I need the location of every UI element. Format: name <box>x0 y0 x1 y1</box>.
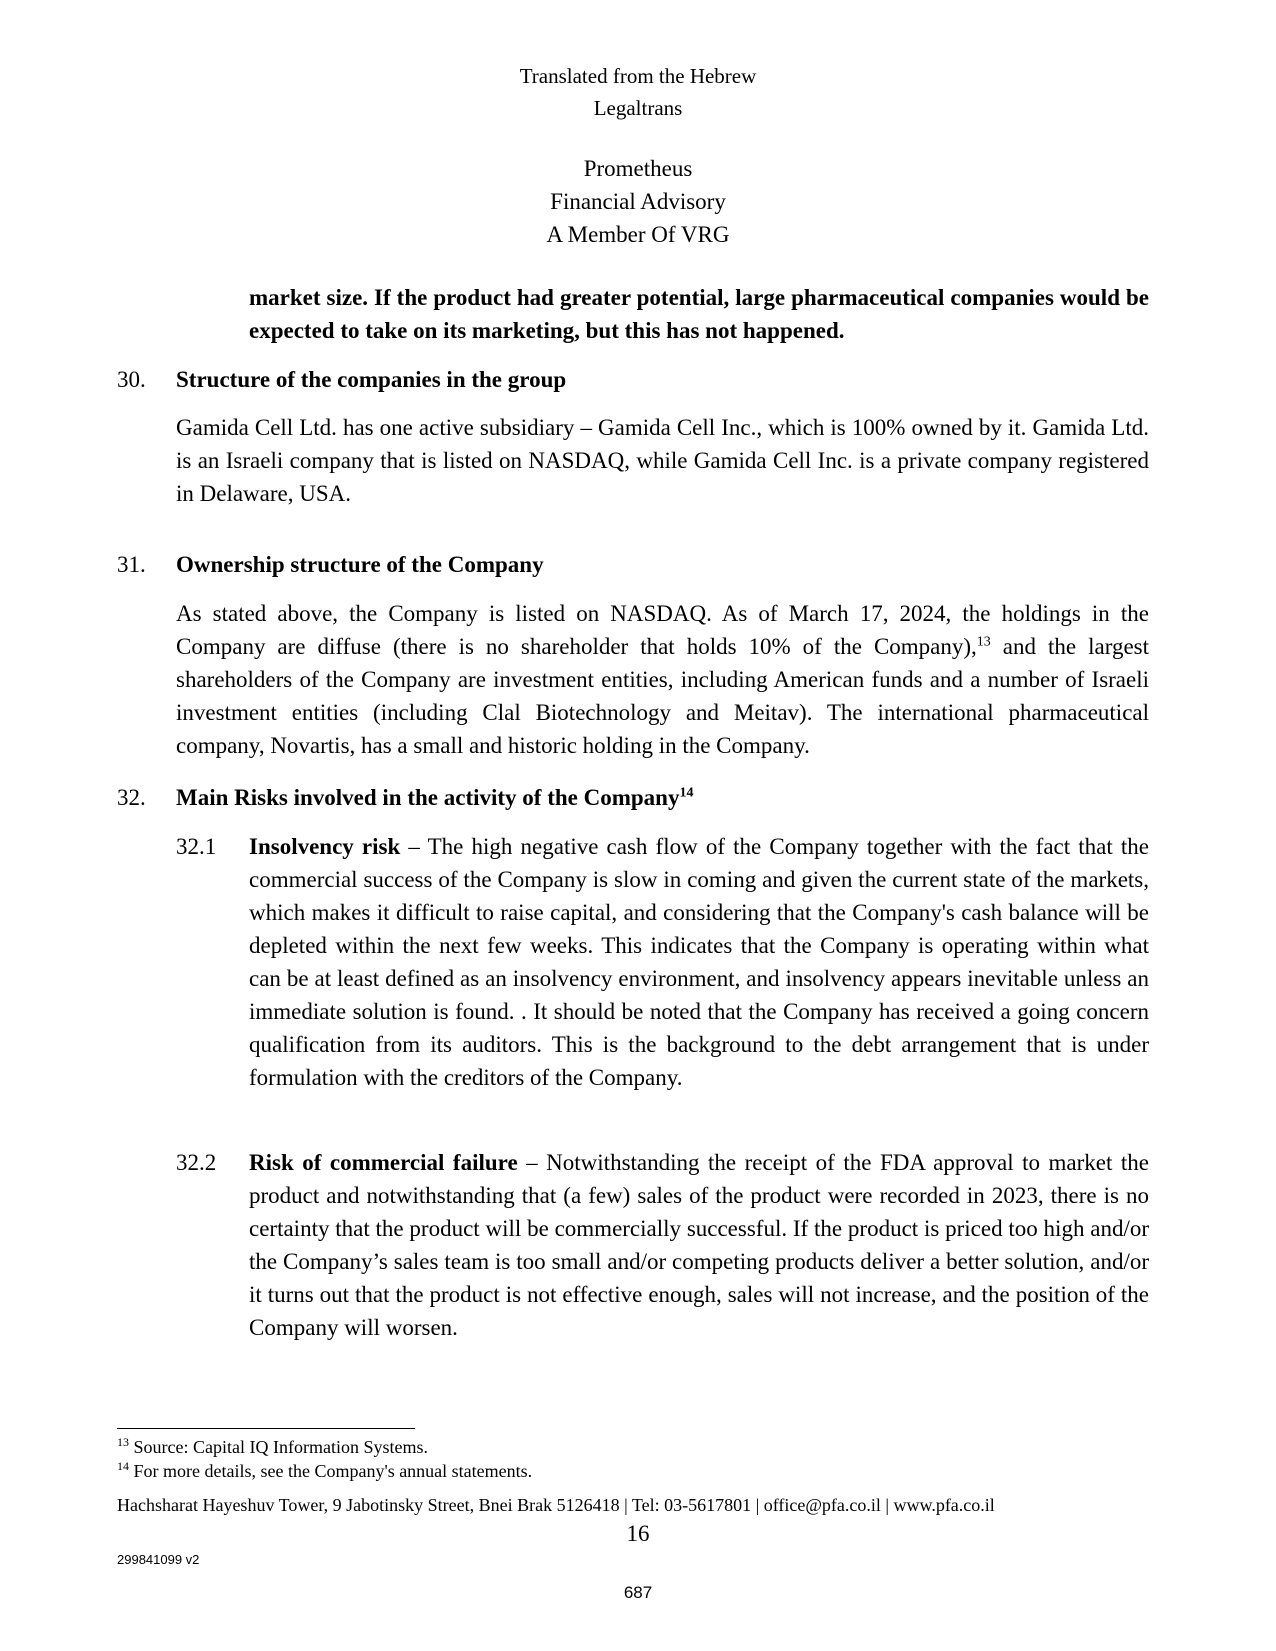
stamp-number: 687 <box>623 1583 653 1602</box>
continuation-paragraph: market size. If the product had greater potential, large pharmaceutical companies would be expected to take on its marketing, but this has not happened. <box>249 285 1149 343</box>
subsection-32-2-title: Risk of commercial failure <box>249 1150 518 1175</box>
section-31-number: 31. <box>117 552 146 577</box>
page-number: 16 <box>626 1521 650 1546</box>
firm-name: Prometheus <box>583 156 693 181</box>
document-id: 299841099 v2 <box>117 1552 200 1567</box>
footnote-ref-13[interactable]: 13 <box>976 634 991 650</box>
subsection-32-1-title: Insolvency risk <box>249 834 401 859</box>
footnote-ref-14[interactable]: 14 <box>679 785 694 801</box>
subsection-32-2-body: Risk of commercial failure – Notwithstanding the receipt of the FDA approval to market the product and notwithstanding that (a few) sales of the product were recorded in 2023, there is no certainty that the product will be commercially successful. If the product is priced too high and/or the Company’s sales team is too small and/or competing products deliver a better solution, and/or it turns out that the product is not effective enough, sales will not increase, and the position of the Company will worsen. <box>249 1150 1150 1340</box>
subsection-32-1-number: 32.1 <box>176 834 217 859</box>
section-30-title: Structure of the companies in the group <box>176 367 567 392</box>
footer-address: Hachsharat Hayeshuv Tower, 9 Jabotinsky Street, Bnei Brak 5126418 | Tel: 03-5617801 | office@pfa.co.il | www.pfa.co.il <box>117 1495 995 1515</box>
footnote-14: $^{14}$ For more details, see the Company's annual statements. <box>117 1459 533 1481</box>
section-32-number: 32. <box>117 785 146 810</box>
translator-name: Legaltrans <box>593 96 683 120</box>
firm-subtitle: Financial Advisory <box>550 189 726 214</box>
footnote-13: $^{13}$ Source: Capital IQ Information Systems. <box>117 1435 428 1457</box>
firm-membership: A Member Of VRG <box>546 222 730 247</box>
section-32-title: Main Risks involved in the activity of the Company$^{14}$ <box>176 785 694 810</box>
subsection-32-2-number: 32.2 <box>176 1150 217 1175</box>
section-31-body: As stated above, the Company is listed on NASDAQ. As of March 17, 2024, the holdings in the Company are diffuse (there is no shareholder that holds 10% of the Company),$^{13}$ and the largest shareholders of the Company are investment entities, including American funds and a number of Israeli investment entities (including Clal Biotechnology and Meitav). The international pharmaceutical company, Novartis, has a small and historic holding in the Company. <box>176 601 1149 758</box>
subsection-32-1-body: Insolvency risk – The high negative cash flow of the Company together with the fact that the commercial success of the Company is slow in coming and given the current state of the markets, which makes it difficult to raise capital, and considering that the Company's cash balance will be depleted within the next few weeks. This indicates that the Company is operating within what can be at least defined as an insolvency environment, and insolvency appears inevitable unless an immediate solution is found. . It should be noted that the Company has received a going concern qualification from its auditors. This is the background to the debt arrangement that is under formulation with the creditors of the Company. <box>249 834 1149 1090</box>
section-30-number: 30. <box>117 367 146 392</box>
section-31-title: Ownership structure of the Company <box>176 552 544 577</box>
section-30-body: Gamida Cell Ltd. has one active subsidiary – Gamida Cell Inc., which is 100% owned by it. Gamida Ltd. is an Israeli company that is listed on NASDAQ, while Gamida Cell Inc. is a private company registered in Delaware, USA. <box>176 415 1149 506</box>
translation-note: Translated from the Hebrew <box>519 64 757 88</box>
footnote-separator <box>117 1428 415 1429</box>
